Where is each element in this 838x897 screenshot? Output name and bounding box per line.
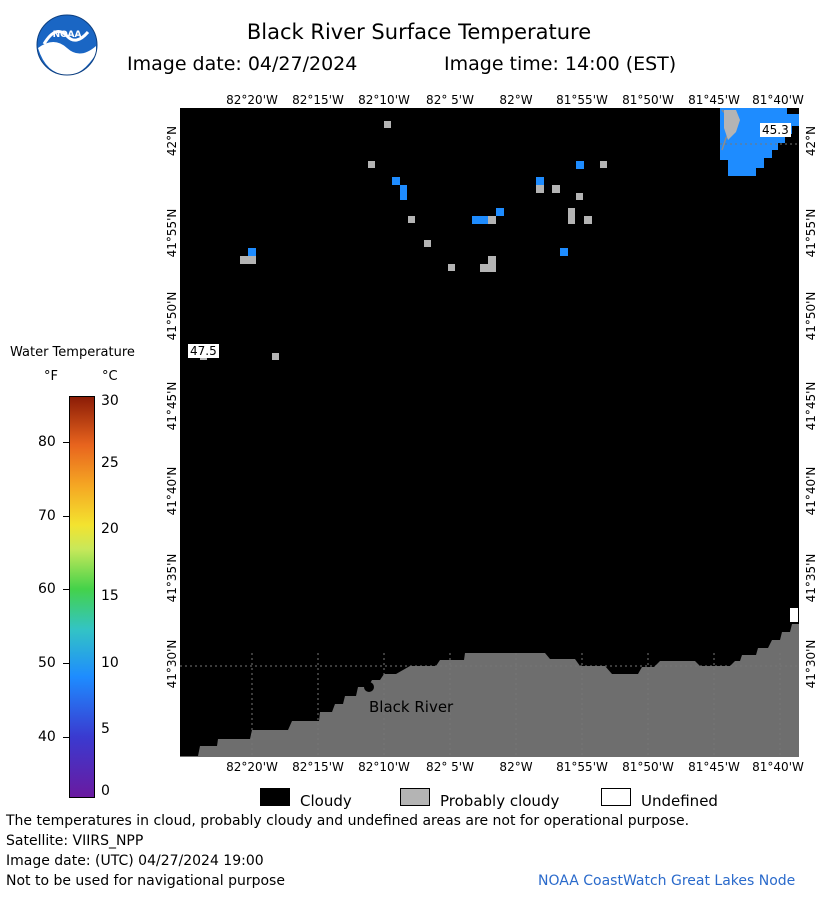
- temp-label-east: 45.3: [762, 123, 789, 137]
- key-undefined-swatch: [601, 788, 631, 806]
- lat-label-left-5: 41°40'N: [165, 466, 179, 516]
- footer-credit: NOAA CoastWatch Great Lakes Node: [538, 873, 796, 889]
- f-tick-70: 70: [38, 508, 56, 524]
- c-tick-0: 0: [101, 783, 110, 799]
- lat-label-right-2: 41°55'N: [804, 208, 818, 258]
- undefined-patch: [790, 608, 798, 622]
- lat-label-right-4: 41°45'N: [804, 381, 818, 431]
- color-scale-bar: [69, 396, 95, 798]
- key-cloudy-swatch: [260, 788, 290, 806]
- lat-label-left-4: 41°45'N: [165, 381, 179, 431]
- cloud-patch-east-2: [787, 108, 799, 114]
- lon-label-bottom-6: 81°55'W: [556, 760, 608, 774]
- noaa-logo-text: NOAA: [52, 30, 82, 40]
- temp-label-west: 47.5: [190, 344, 217, 358]
- image-date: Image date: 04/27/2024: [127, 53, 358, 75]
- lat-label-right-5: 41°40'N: [804, 466, 818, 516]
- lon-label-top-5: 82°W: [499, 93, 533, 107]
- lon-label-top-7: 81°50'W: [622, 93, 674, 107]
- image-time: Image time: 14:00 (EST): [444, 53, 677, 75]
- lon-label-bottom-3: 82°10'W: [358, 760, 410, 774]
- c-tick-15: 15: [101, 588, 119, 604]
- f-tick-60: 60: [38, 581, 56, 597]
- map-canvas: [180, 108, 799, 757]
- c-tick-10: 10: [101, 655, 119, 671]
- lon-label-top-6: 81°55'W: [556, 93, 608, 107]
- footer-satellite: Satellite: VIIRS_NPP: [6, 833, 144, 849]
- f-tick-50: 50: [38, 655, 56, 671]
- lat-label-left-1: 42°N: [165, 125, 179, 157]
- lat-label-right-3: 41°50'N: [804, 291, 818, 341]
- map-panel: [180, 108, 799, 757]
- page-title: Black River Surface Temperature: [246, 20, 592, 44]
- key-probably-cloudy-swatch: [400, 788, 430, 806]
- f-tick-40: 40: [38, 729, 56, 745]
- lon-label-top-1: 82°20'W: [226, 93, 278, 107]
- f-tick-80: 80: [38, 434, 56, 450]
- lat-label-left-2: 41°55'N: [165, 208, 179, 258]
- lat-label-right-1: 42°N: [804, 125, 818, 157]
- c-tick-20: 20: [101, 521, 119, 537]
- lat-label-right-6: 41°35'N: [804, 553, 818, 603]
- lon-label-bottom-7: 81°50'W: [622, 760, 674, 774]
- lon-label-top-4: 82° 5'W: [426, 93, 474, 107]
- lon-label-bottom-8: 81°45'W: [688, 760, 740, 774]
- key-undefined-label: Undefined: [641, 792, 718, 810]
- lon-label-top-2: 82°15'W: [292, 93, 344, 107]
- lon-label-top-8: 81°45'W: [688, 93, 740, 107]
- legend-f-ticks: [63, 396, 69, 798]
- lon-label-bottom-5: 82°W: [499, 760, 533, 774]
- lon-label-bottom-1: 82°20'W: [226, 760, 278, 774]
- c-tick-25: 25: [101, 455, 119, 471]
- c-tick-5: 5: [101, 721, 110, 737]
- lat-label-right-7: 41°30'N: [804, 639, 818, 689]
- lon-label-bottom-2: 82°15'W: [292, 760, 344, 774]
- lon-label-bottom-9: 81°40'W: [752, 760, 804, 774]
- lon-label-top-9: 81°40'W: [752, 93, 804, 107]
- footer-disclaimer: The temperatures in cloud, probably cloudy and undefined areas are not for operational purpose.: [6, 813, 690, 829]
- lon-label-bottom-4: 82° 5'W: [426, 760, 474, 774]
- key-cloudy-label: Cloudy: [300, 792, 352, 810]
- c-tick-30: 30: [101, 393, 119, 409]
- legend-unit-f: °F: [44, 369, 58, 384]
- lat-label-left-7: 41°30'N: [165, 639, 179, 689]
- legend-title: Water Temperature: [10, 345, 135, 360]
- legend-unit-c: °C: [102, 369, 118, 384]
- black-river-marker: [364, 682, 374, 692]
- place-label: Black River: [369, 698, 454, 716]
- footer-nav-warning: Not to be used for navigational purpose: [6, 873, 285, 889]
- footer-utc-date: Image date: (UTC) 04/27/2024 19:00: [6, 853, 264, 869]
- lon-label-top-3: 82°10'W: [358, 93, 410, 107]
- key-probably-cloudy-label: Probably cloudy: [440, 792, 560, 810]
- lat-label-left-3: 41°50'N: [165, 291, 179, 341]
- lat-label-left-6: 41°35'N: [165, 553, 179, 603]
